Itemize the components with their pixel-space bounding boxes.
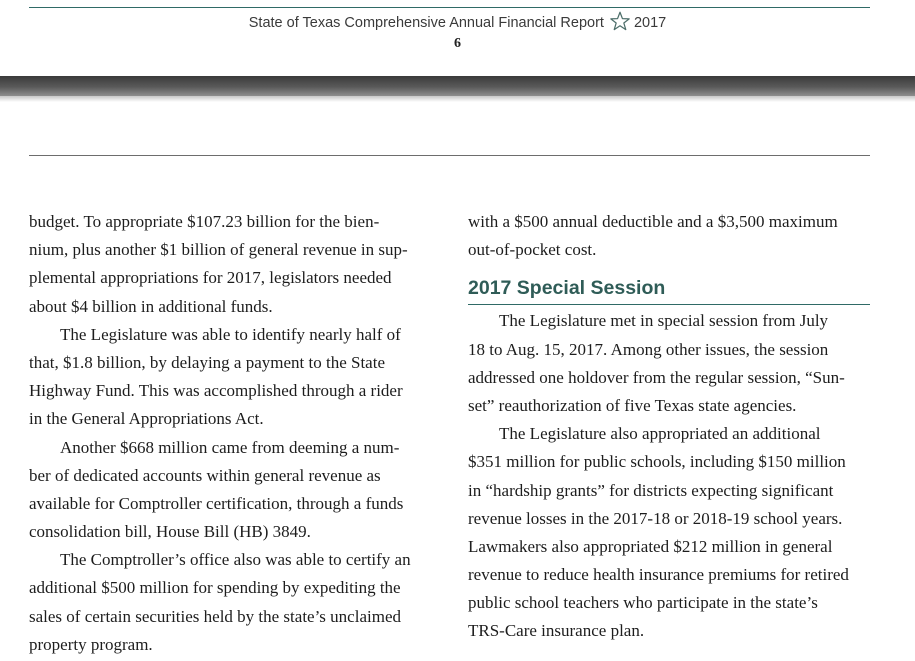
text-line: nium, plus another $1 billion of general revenue in sup- [29,240,408,260]
text-line: revenue to reduce health insurance premiums for retired [468,565,849,585]
running-header [0,11,915,35]
text-line: about $4 billion in additional funds. [29,296,273,316]
text-line: out-of-pocket cost. [468,240,597,260]
text-line: TRS-Care insurance plan. [468,621,645,641]
text-line: The Comptroller’s office also was able to certify an [60,550,411,570]
text-line: Another $668 million came from deeming a num- [60,437,400,457]
section-heading: 2017 Special Session [468,274,870,305]
star-icon [610,11,630,35]
text-line: ber of dedicated accounts within general revenue as [29,465,381,485]
text-line: with a $500 annual deductible and a $3,500 maximum [468,212,838,231]
right-column [468,208,870,646]
text-line: The Legislature was able to identify nearly half of [60,324,401,344]
report-title: State of Texas Comprehensive Annual Financial Report [248,15,604,31]
text-line: The Legislature also appropriated an additional [499,424,821,444]
text-line: The Legislature met in special session from July [499,311,829,331]
text-line: Highway Fund. This was accomplished through a rider [29,381,403,401]
text-line: 18 to Aug. 15, 2017. Among other issues, the session [468,339,829,359]
page-number: 6 [454,36,461,51]
text-line: public school teachers who participate in the state’s [468,593,818,613]
text-line: $351 million for public schools, including $150 million [468,452,846,472]
text-line: in the General Appropriations Act. [29,409,264,429]
text-line: sales of certain securities held by the state’s unclaimed [29,606,401,626]
text-line: in “hardship grants” for districts expecting significant [468,480,834,500]
text-line: Lawmakers also appropriated $212 million in general [468,536,833,556]
content-top-rule [29,155,870,156]
text-line: consolidation bill, House Bill (HB) 3849. [29,522,311,542]
text-line: available for Comptroller certification, through a funds [29,493,404,513]
text-line: addressed one holdover from the regular session, “Sun- [468,367,845,387]
text-line: budget. To appropriate $107.23 billion for the bien- [29,212,380,231]
text-line: additional $500 million for spending by expediting the [29,578,401,598]
header-top-rule [29,7,870,8]
text-line: property program. [29,634,153,654]
text-line: plemental appropriations for 2017, legislators needed [29,268,392,288]
page-gap-shadow [0,96,915,102]
left-column [29,208,429,659]
text-line: revenue losses in the 2017-18 or 2018-19 school years. [468,508,843,528]
report-year: 2017 [633,15,667,31]
page-gap-bar [0,76,915,96]
text-line: that, $1.8 billion, by delaying a payment to the State [29,352,385,372]
text-line: set” reauthorization of five Texas state agencies. [468,395,797,415]
